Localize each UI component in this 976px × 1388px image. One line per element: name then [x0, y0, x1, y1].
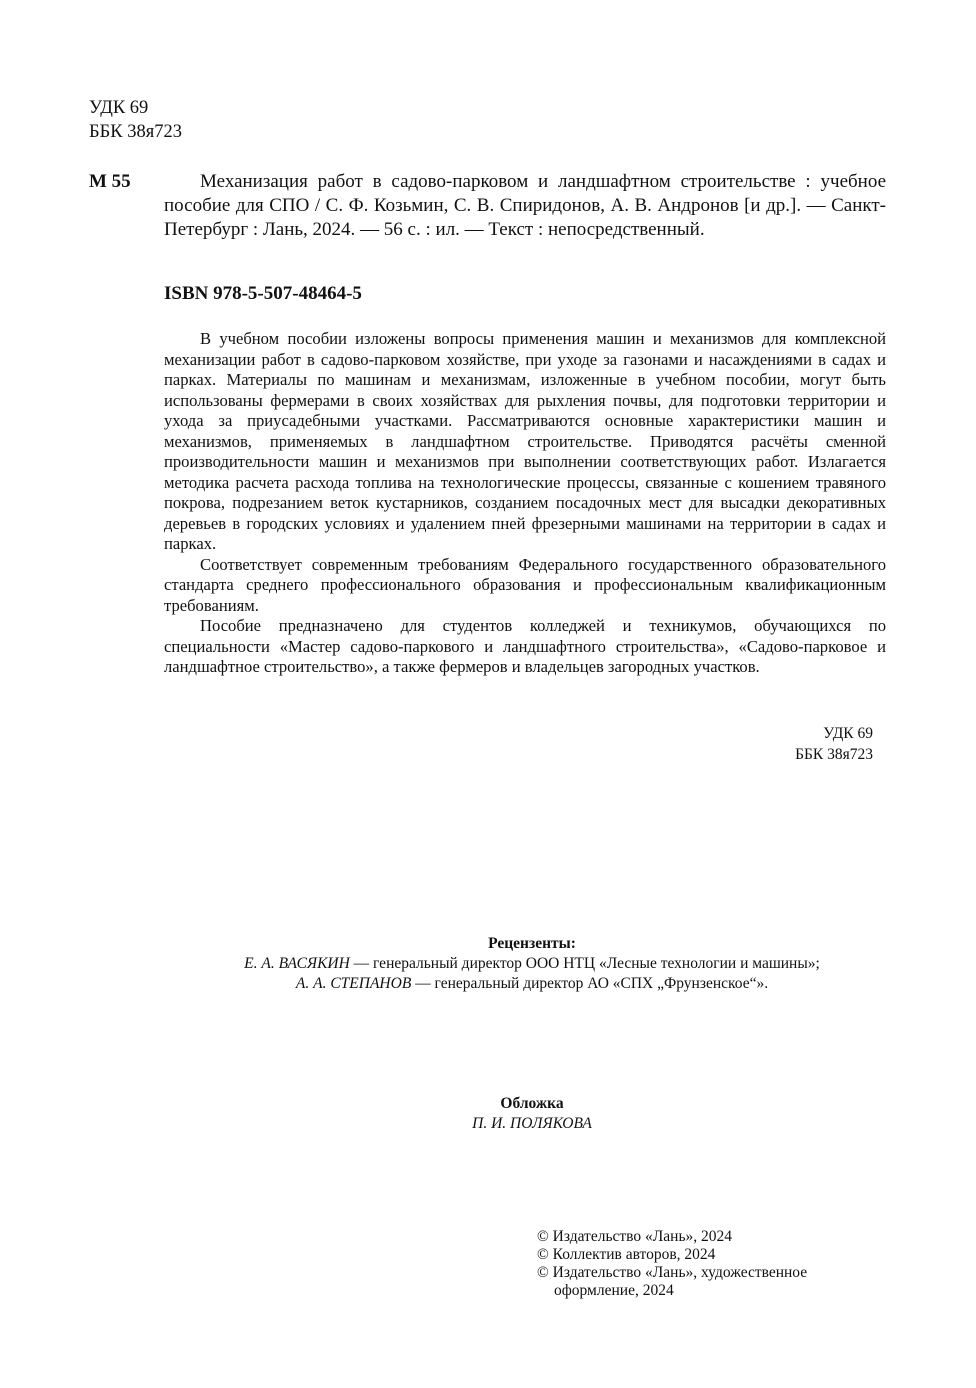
reviewers-heading: Рецензенты:	[488, 935, 576, 952]
cover-heading: Обложка	[500, 1095, 564, 1112]
abstract	[164, 329, 886, 678]
abstract-paragraph: Соответствует современным требованиям Федерального государственного образовательного стандарта среднего профессионального образования и профессиональным квалификационным требованиям.	[164, 554, 886, 615]
udk-code: УДК 69	[823, 725, 873, 742]
copyright-line: © Издательство «Лань», художественное	[537, 1264, 808, 1281]
cover-designer: П. И. ПОЛЯКОВА	[472, 1115, 592, 1132]
bbk-code: ББК 38я723	[795, 746, 873, 763]
classification-codes-bottom	[700, 723, 873, 765]
abstract-paragraph: В учебном пособии изложены вопросы применения машин и механизмов для комплексной механизации работ в садово-парковом хозяйстве, при уходе за газонами и насаждениями в садах и парках. Материалы по машинам и механизмам, изложенные в учебном пособии, могут быть использованы фермерами в своих хозяйствах для рыхления почвы, для подготовки территории и ухода за приусадебными участками. Рассматриваются основные характеристики машин и механизмов, применяемых в ландшафтном строительстве. Приводятся расчёты сменной производительности машин и механизмов при выполнении соответствующих работ. Излагается методика расчета расхода топлива на технологические процессы, связанные с кошением травяного покрова, подрезанием веток кустарников, созданием посадочных мест для высадки декоративных деревьев в городских условиях и удалением пней фрезерными машинами на территории в садах и парках.	[164, 329, 886, 553]
reviewers-block	[88, 934, 976, 994]
reviewer-entry	[88, 974, 976, 994]
copyright-line: © Издательство «Лань», 2024	[537, 1228, 733, 1245]
cover-credit	[88, 1094, 976, 1134]
reviewer-role: — генеральный директор АО «СПХ „Фрунзенское“».	[411, 975, 769, 992]
udk-code: УДК 69	[89, 98, 149, 118]
abstract-paragraph: Пособие предназначено для студентов колледжей и техникумов, обучающихся по специальности «Мастер садово-паркового и ландшафтного строительства», «Садово-парковое и ландшафтное строительство», а также фермеров и владельцев загородных участков.	[164, 616, 886, 676]
catalog-mark: М 55	[89, 171, 131, 192]
copyright-line: © Коллектив авторов, 2024	[537, 1246, 716, 1263]
isbn: ISBN 978-5-507-48464-5	[164, 283, 362, 304]
bbk-code: ББК 38я723	[89, 122, 182, 142]
reviewer-role: — генеральный директор ООО НТЦ «Лесные технологии и машины»;	[349, 955, 820, 972]
bibliographic-record: Механизация работ в садово-парковом и ландшафтном строительстве : учебное пособие для СПО / С. Ф. Козьмин, С. В. Спиридонов, А. В. Андронов [и др.]. — Санкт-Петербург : Лань, 2024. — 56 с. : ил. — Текст : непосредственный.	[164, 171, 886, 240]
copyright-line: оформление, 2024	[554, 1282, 674, 1299]
reviewer-name: А. А. СТЕПАНОВ	[295, 975, 412, 992]
reviewer-entry	[88, 954, 976, 974]
reviewer-name: Е. А. ВАСЯКИН	[244, 955, 350, 972]
classification-codes-top	[89, 96, 182, 144]
copyright-block	[537, 1228, 807, 1300]
